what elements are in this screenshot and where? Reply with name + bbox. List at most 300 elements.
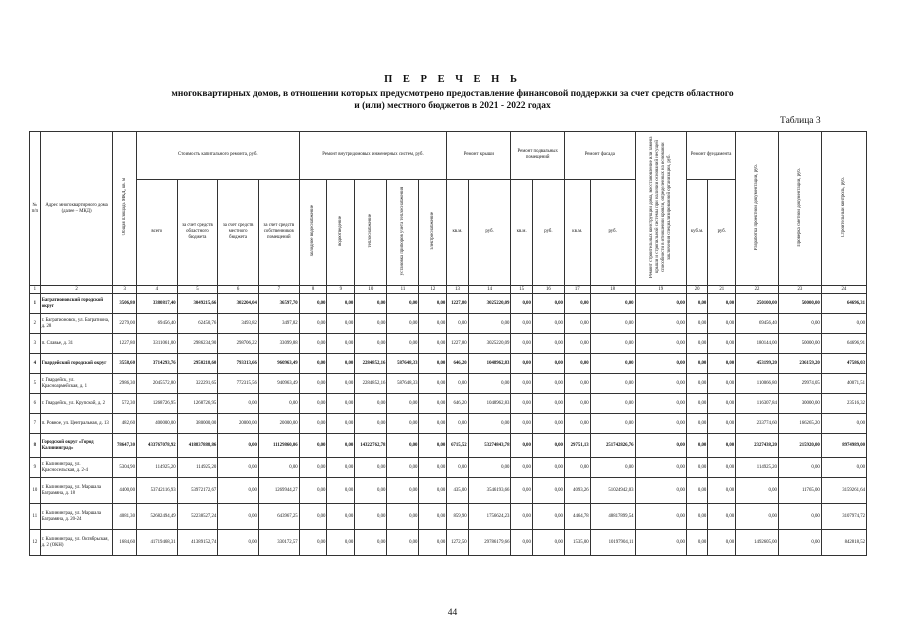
row-value: 0,00 xyxy=(218,458,259,478)
document-title: П Е Р Е Ч Е Н Ь xyxy=(384,74,521,85)
row-value: 0,00 xyxy=(327,354,355,374)
row-value: 2284852,16 xyxy=(355,374,387,394)
row-value: 41389152,74 xyxy=(177,530,218,556)
row-value: 0,00 xyxy=(299,334,327,354)
header-facade: Ремонт фасада xyxy=(564,132,635,180)
row-value: 0,00 xyxy=(387,434,419,458)
row-value: 0,00 xyxy=(564,414,590,434)
row-value: 0,00 xyxy=(327,414,355,434)
row-value: 8974989,00 xyxy=(821,434,866,458)
row-value: 0,00 xyxy=(532,374,564,394)
table-row xyxy=(30,530,867,556)
row-value: 0,00 xyxy=(299,478,327,504)
row-value: 116307,84 xyxy=(736,394,779,414)
row-value: 0,00 xyxy=(299,374,327,394)
row-value: 0,00 xyxy=(564,458,590,478)
row-value: 0,00 xyxy=(387,394,419,414)
row-value: 0,00 xyxy=(355,530,387,556)
row-value: 1048962,83 xyxy=(468,354,511,374)
row-value: 29751,13 xyxy=(564,434,590,458)
row-value: 0,00 xyxy=(327,394,355,414)
row-value: 0,00 xyxy=(327,434,355,458)
row-value: 0,00 xyxy=(686,414,707,434)
row-value: 0,00 xyxy=(686,458,707,478)
row-value: 0,00 xyxy=(511,314,532,334)
row-value: 2279,00 xyxy=(113,314,137,334)
row-value: 4081,30 xyxy=(113,504,137,530)
row-value: 48817899,54 xyxy=(590,504,635,530)
row-value: 5304,90 xyxy=(113,458,137,478)
column-number: 23 xyxy=(778,286,821,294)
row-value: 0,00 xyxy=(511,504,532,530)
row-value: 433767078,92 xyxy=(136,434,177,458)
row-value: 3311061,00 xyxy=(136,334,177,354)
column-number: 22 xyxy=(736,286,779,294)
row-value: 859,90 xyxy=(447,504,468,530)
row-value: 0,00 xyxy=(736,478,779,504)
column-number: 21 xyxy=(708,286,736,294)
row-value: 0,00 xyxy=(355,414,387,434)
row-value: 78647,30 xyxy=(113,434,137,458)
column-number: 5 xyxy=(177,286,218,294)
header-sewage: водоотведение xyxy=(327,179,355,285)
row-value: 0,00 xyxy=(635,374,686,394)
row-value: 3025220,09 xyxy=(468,334,511,354)
header-facade-sqm: кв.м. xyxy=(564,179,590,285)
row-value: 0,00 xyxy=(387,478,419,504)
row-value: 0,00 xyxy=(419,294,447,314)
row-value: 40071,51 xyxy=(821,374,866,394)
row-value: 646,20 xyxy=(447,354,468,374)
header-roof: Ремонт крыши xyxy=(447,132,511,180)
row-value: 4093,26 xyxy=(564,478,590,504)
row-value: 64696,91 xyxy=(821,334,866,354)
row-value: 29974,05 xyxy=(778,374,821,394)
row-value: 1269944,27 xyxy=(258,478,299,504)
row-value: 0,00 xyxy=(821,414,866,434)
row-value: 2986,30 xyxy=(113,374,137,394)
header-basement-rub: руб. xyxy=(532,179,564,285)
row-address: п. Ровное, ул. Центральная, д. 13 xyxy=(40,414,113,434)
header-regional: за счет средств областного бюджета xyxy=(177,179,218,285)
column-number: 19 xyxy=(635,286,686,294)
row-number: 5 xyxy=(30,374,41,394)
row-value: 2950218,60 xyxy=(177,354,218,374)
row-value: 0,00 xyxy=(564,314,590,334)
row-address: г. Калининград, ул. Красносельская, д. 2-4 xyxy=(40,458,113,478)
row-value: 51024942,03 xyxy=(590,478,635,504)
row-value: 62450,76 xyxy=(177,314,218,334)
row-value: 1756624,23 xyxy=(468,504,511,530)
row-number: 9 xyxy=(30,458,41,478)
row-number: 8 xyxy=(30,434,41,458)
row-value: 52682494,49 xyxy=(136,504,177,530)
row-value: 0,00 xyxy=(708,374,736,394)
row-value: 0,00 xyxy=(419,504,447,530)
row-value: 20000,00 xyxy=(218,414,259,434)
row-value: 0,00 xyxy=(419,414,447,434)
row-value: 0,00 xyxy=(635,394,686,414)
row-value: 0,00 xyxy=(590,458,635,478)
row-value: 11129860,06 xyxy=(258,434,299,458)
table-row xyxy=(30,294,867,314)
subtitle-line-1: многоквартирных домов, в отношении которых предусмотрено предоставление финансовой поддержки за счет средств областного xyxy=(171,89,734,99)
row-value: 114925,20 xyxy=(736,458,779,478)
row-number: 10 xyxy=(30,478,41,504)
row-value: 0,00 xyxy=(327,314,355,334)
row-value: 0,00 xyxy=(218,478,259,504)
row-value: 114925,20 xyxy=(136,458,177,478)
row-value: 940963,49 xyxy=(258,374,299,394)
row-value: 1268726,95 xyxy=(177,394,218,414)
row-value: 69456,40 xyxy=(736,314,779,334)
row-value: 10197904,11 xyxy=(590,530,635,556)
page-number: 44 xyxy=(447,608,458,618)
row-value: 0,00 xyxy=(635,414,686,434)
row-value: 53274843,78 xyxy=(468,434,511,458)
column-number: 20 xyxy=(686,286,707,294)
header-foundation: Ремонт фундамента xyxy=(686,132,735,180)
column-number: 15 xyxy=(511,286,532,294)
row-value: 236159,20 xyxy=(778,354,821,374)
header-estimate: Проверка сметной документации, руб. xyxy=(778,132,821,286)
row-value: 0,00 xyxy=(387,530,419,556)
row-value: 302204,04 xyxy=(218,294,259,314)
register-table xyxy=(29,131,867,556)
row-value: 0,00 xyxy=(327,294,355,314)
row-value: 30000,00 xyxy=(778,394,821,414)
row-value: 0,00 xyxy=(511,374,532,394)
row-value: 47586,03 xyxy=(821,354,866,374)
row-value: 0,00 xyxy=(635,294,686,314)
row-value: 0,00 xyxy=(590,414,635,434)
row-value: 0,00 xyxy=(590,394,635,414)
row-value: 3497,82 xyxy=(258,314,299,334)
row-value: 0,00 xyxy=(708,530,736,556)
row-value: 0,00 xyxy=(686,478,707,504)
table-row xyxy=(30,434,867,458)
row-value: 0,00 xyxy=(419,394,447,414)
row-value: 0,00 xyxy=(708,394,736,414)
row-value: 0,00 xyxy=(258,394,299,414)
table-row xyxy=(30,334,867,354)
row-value: 53742116,93 xyxy=(136,478,177,504)
row-value: 0,00 xyxy=(299,314,327,334)
table-row xyxy=(30,314,867,334)
row-value: 3049215,66 xyxy=(177,294,218,314)
row-value: 0,00 xyxy=(532,294,564,314)
row-value: 3506,80 xyxy=(113,294,137,314)
row-value: 0,00 xyxy=(564,394,590,414)
row-value: 0,00 xyxy=(635,478,686,504)
row-value: 0,00 xyxy=(708,504,736,530)
row-value: 322291,65 xyxy=(177,374,218,394)
header-cold-water: холодное водоснабжение xyxy=(299,179,327,285)
row-value: 0,00 xyxy=(635,530,686,556)
row-value: 482,60 xyxy=(113,414,137,434)
row-value: 0,00 xyxy=(686,374,707,394)
row-value: 215920,00 xyxy=(778,434,821,458)
table-row xyxy=(30,478,867,504)
row-value: 0,00 xyxy=(468,374,511,394)
row-value: 33099,88 xyxy=(258,334,299,354)
row-value: 0,00 xyxy=(532,530,564,556)
row-value: 3493,82 xyxy=(218,314,259,334)
table-row xyxy=(30,354,867,374)
row-value: 298706,22 xyxy=(218,334,259,354)
column-number: 10 xyxy=(355,286,387,294)
row-value: 1492605,00 xyxy=(736,530,779,556)
row-value: 0,00 xyxy=(778,504,821,530)
row-value: 23516,32 xyxy=(821,394,866,414)
row-value: 0,00 xyxy=(355,394,387,414)
row-number: 7 xyxy=(30,414,41,434)
row-value: 0,00 xyxy=(218,530,259,556)
row-value: 0,00 xyxy=(511,434,532,458)
row-address: п. Славье, д. 31 xyxy=(40,334,113,354)
row-value: 453199,20 xyxy=(736,354,779,374)
row-value: 0,00 xyxy=(447,458,468,478)
row-value: 0,00 xyxy=(686,354,707,374)
header-basement: Ремонт подвальных помещений xyxy=(511,132,565,180)
row-value: 0,00 xyxy=(258,458,299,478)
row-value: 2045572,80 xyxy=(136,374,177,394)
row-value: 50000,00 xyxy=(778,294,821,314)
table-label: Таблица 3 xyxy=(780,116,821,126)
row-number: 4 xyxy=(30,354,41,374)
row-address: г. Калининград, ул. Маршала Баграмяна, д. 20-24 xyxy=(40,504,113,530)
row-value: 0,00 xyxy=(419,374,447,394)
column-number: 4 xyxy=(136,286,177,294)
row-value: 330172,57 xyxy=(258,530,299,556)
subtitle-line-2: и (или) местного бюджетов в 2021 - 2022 годах xyxy=(354,101,551,111)
row-value: 2284852,16 xyxy=(355,354,387,374)
row-value: 0,00 xyxy=(327,478,355,504)
row-value: 0,00 xyxy=(387,294,419,314)
row-value: 0,00 xyxy=(299,354,327,374)
row-value: 0,00 xyxy=(532,394,564,414)
row-value: 0,00 xyxy=(218,394,259,414)
column-number: 12 xyxy=(419,286,447,294)
row-value: 0,00 xyxy=(686,530,707,556)
row-value: 0,00 xyxy=(686,504,707,530)
table-row xyxy=(30,374,867,394)
row-value: 0,00 xyxy=(532,504,564,530)
row-value: 3546193,66 xyxy=(468,478,511,504)
row-value: 0,00 xyxy=(511,414,532,434)
row-value: 0,00 xyxy=(686,434,707,458)
header-total: всего xyxy=(136,179,177,285)
row-value: 250100,00 xyxy=(736,294,779,314)
row-value: 0,00 xyxy=(511,334,532,354)
row-value: 233774,60 xyxy=(736,414,779,434)
row-address: Багратионовский городской округ xyxy=(40,294,113,314)
row-value: 0,00 xyxy=(327,530,355,556)
row-value: 572,30 xyxy=(113,394,137,414)
column-number: 9 xyxy=(327,286,355,294)
row-value: 14322762,78 xyxy=(355,434,387,458)
row-value: 0,00 xyxy=(387,458,419,478)
header-foundation-rub: руб. xyxy=(708,179,736,285)
row-value: 0,00 xyxy=(686,394,707,414)
row-value: 0,00 xyxy=(686,314,707,334)
row-value: 0,00 xyxy=(419,314,447,334)
column-number: 18 xyxy=(590,286,635,294)
row-value: 0,00 xyxy=(511,478,532,504)
row-value: 0,00 xyxy=(468,458,511,478)
row-value: 0,00 xyxy=(511,354,532,374)
column-number: 17 xyxy=(564,286,590,294)
row-value: 0,00 xyxy=(355,458,387,478)
header-meters: установка приборов учета теплоснабжения xyxy=(387,179,419,285)
row-value: 0,00 xyxy=(299,414,327,434)
header-walls: Ремонт строительных конструкций дома, восстановление или замена крыши и стропильной системы при наличии оснований несущей способности в отношении кровли, определенных на основании заключения специализированной организации, руб. xyxy=(635,132,686,286)
row-number: 12 xyxy=(30,530,41,556)
header-basement-sqm: кв.м. xyxy=(511,179,532,285)
header-systems-group: Ремонт внутридомовых инженерных систем, руб. xyxy=(299,132,447,180)
column-number: 16 xyxy=(532,286,564,294)
row-value: 3159261,64 xyxy=(821,478,866,504)
row-address: г. Калининград, ул. Маршала Баграмяна, д. 18 xyxy=(40,478,113,504)
header-roof-rub: руб. xyxy=(468,179,511,285)
row-address: г. Багратионовск, ул. Багратиона, д. 28 xyxy=(40,314,113,334)
row-value: 0,00 xyxy=(419,478,447,504)
row-value: 0,00 xyxy=(532,334,564,354)
row-value: 0,00 xyxy=(708,354,736,374)
row-value: 0,00 xyxy=(635,354,686,374)
column-number: 2 xyxy=(40,286,113,294)
row-value: 793313,66 xyxy=(218,354,259,374)
header-heating: теплоснабжение xyxy=(355,179,387,285)
row-value: 64696,31 xyxy=(821,294,866,314)
row-value: 3380817,40 xyxy=(136,294,177,314)
column-number: 1 xyxy=(30,286,41,294)
row-value: 3714293,76 xyxy=(136,354,177,374)
row-value: 0,00 xyxy=(447,414,468,434)
row-value: 2986234,90 xyxy=(177,334,218,354)
row-value: 0,00 xyxy=(736,504,779,530)
table-row xyxy=(30,394,867,414)
row-value: 0,00 xyxy=(419,434,447,458)
row-address: Гвардейский городской округ xyxy=(40,354,113,374)
header-address: Адрес многоквартирного дома (далее – МКД) xyxy=(40,132,113,286)
row-value: 6715,52 xyxy=(447,434,468,458)
row-value: 0,00 xyxy=(299,530,327,556)
row-value: 0,00 xyxy=(590,374,635,394)
column-number: 6 xyxy=(218,286,259,294)
row-value: 29786179,66 xyxy=(468,530,511,556)
row-number: 2 xyxy=(30,314,41,334)
row-value: 1272,50 xyxy=(447,530,468,556)
row-value: 0,00 xyxy=(686,334,707,354)
header-control: Строительный контроль, руб. xyxy=(821,132,866,286)
column-number: 3 xyxy=(113,286,137,294)
row-value: 110066,80 xyxy=(736,374,779,394)
row-value: 0,00 xyxy=(708,434,736,458)
table-row xyxy=(30,458,867,478)
header-area: Общая площадь МКД, кв. м xyxy=(113,132,137,286)
row-value: 0,00 xyxy=(590,314,635,334)
row-value: 3558,60 xyxy=(113,354,137,374)
row-value: 0,00 xyxy=(299,458,327,478)
row-value: 435,00 xyxy=(447,478,468,504)
column-number: 14 xyxy=(468,286,511,294)
row-value: 0,00 xyxy=(778,458,821,478)
row-value: 1227,80 xyxy=(447,334,468,354)
row-value: 0,00 xyxy=(355,334,387,354)
column-number: 7 xyxy=(258,286,299,294)
row-value: 380000,00 xyxy=(177,414,218,434)
row-value: 418837888,86 xyxy=(177,434,218,458)
header-cost-group: Стоимость капитального ремонта, руб. xyxy=(136,132,299,180)
row-value: 0,00 xyxy=(590,354,635,374)
row-value: 3107974,72 xyxy=(821,504,866,530)
row-address: г. Гвардейск, ул. Красноармейская, д. 1 xyxy=(40,374,113,394)
header-design: Разработка проектной документации, руб. xyxy=(736,132,779,286)
row-value: 0,00 xyxy=(511,530,532,556)
row-value: 0,00 xyxy=(821,458,866,478)
column-number: 8 xyxy=(299,286,327,294)
row-value: 0,00 xyxy=(419,530,447,556)
row-value: 0,00 xyxy=(299,504,327,530)
column-number: 24 xyxy=(821,286,866,294)
row-value: 0,00 xyxy=(387,334,419,354)
row-value: 0,00 xyxy=(635,434,686,458)
row-value: 0,00 xyxy=(708,478,736,504)
row-value: 52238527,24 xyxy=(177,504,218,530)
row-value: 36597,70 xyxy=(258,294,299,314)
row-value: 114925,20 xyxy=(177,458,218,478)
row-value: 0,00 xyxy=(419,334,447,354)
row-value: 0,00 xyxy=(299,394,327,414)
row-value: 400000,00 xyxy=(136,414,177,434)
row-value: 0,00 xyxy=(511,294,532,314)
row-value: 0,00 xyxy=(590,294,635,314)
row-value: 53972172,67 xyxy=(177,478,218,504)
row-value: 0,00 xyxy=(564,294,590,314)
row-value: 0,00 xyxy=(468,414,511,434)
row-value: 0,00 xyxy=(355,314,387,334)
row-value: 1227,80 xyxy=(113,334,137,354)
row-value: 166265,20 xyxy=(778,414,821,434)
row-value: 0,00 xyxy=(532,478,564,504)
row-address: Городской округ «Город Калининград» xyxy=(40,434,113,458)
row-value: 0,00 xyxy=(511,458,532,478)
row-value: 1048962,83 xyxy=(468,394,511,414)
row-value: 20000,00 xyxy=(258,414,299,434)
row-value: 251742826,76 xyxy=(590,434,635,458)
row-number: 1 xyxy=(30,294,41,314)
row-value: 0,00 xyxy=(447,374,468,394)
document-subtitle xyxy=(0,88,905,112)
row-value: 960963,49 xyxy=(258,354,299,374)
table-row xyxy=(30,414,867,434)
row-value: 0,00 xyxy=(387,314,419,334)
row-value: 0,00 xyxy=(708,458,736,478)
row-value: 0,00 xyxy=(686,294,707,314)
row-value: 0,00 xyxy=(327,374,355,394)
row-value: 0,00 xyxy=(218,434,259,458)
row-value: 0,00 xyxy=(564,374,590,394)
row-value: 0,00 xyxy=(708,294,736,314)
column-number: 13 xyxy=(447,286,468,294)
table-row xyxy=(30,504,867,530)
row-value: 0,00 xyxy=(387,414,419,434)
row-value: 772315,56 xyxy=(218,374,259,394)
row-value: 0,00 xyxy=(327,334,355,354)
header-owners: за счет средств собственников помещений xyxy=(258,179,299,285)
row-number: 3 xyxy=(30,334,41,354)
